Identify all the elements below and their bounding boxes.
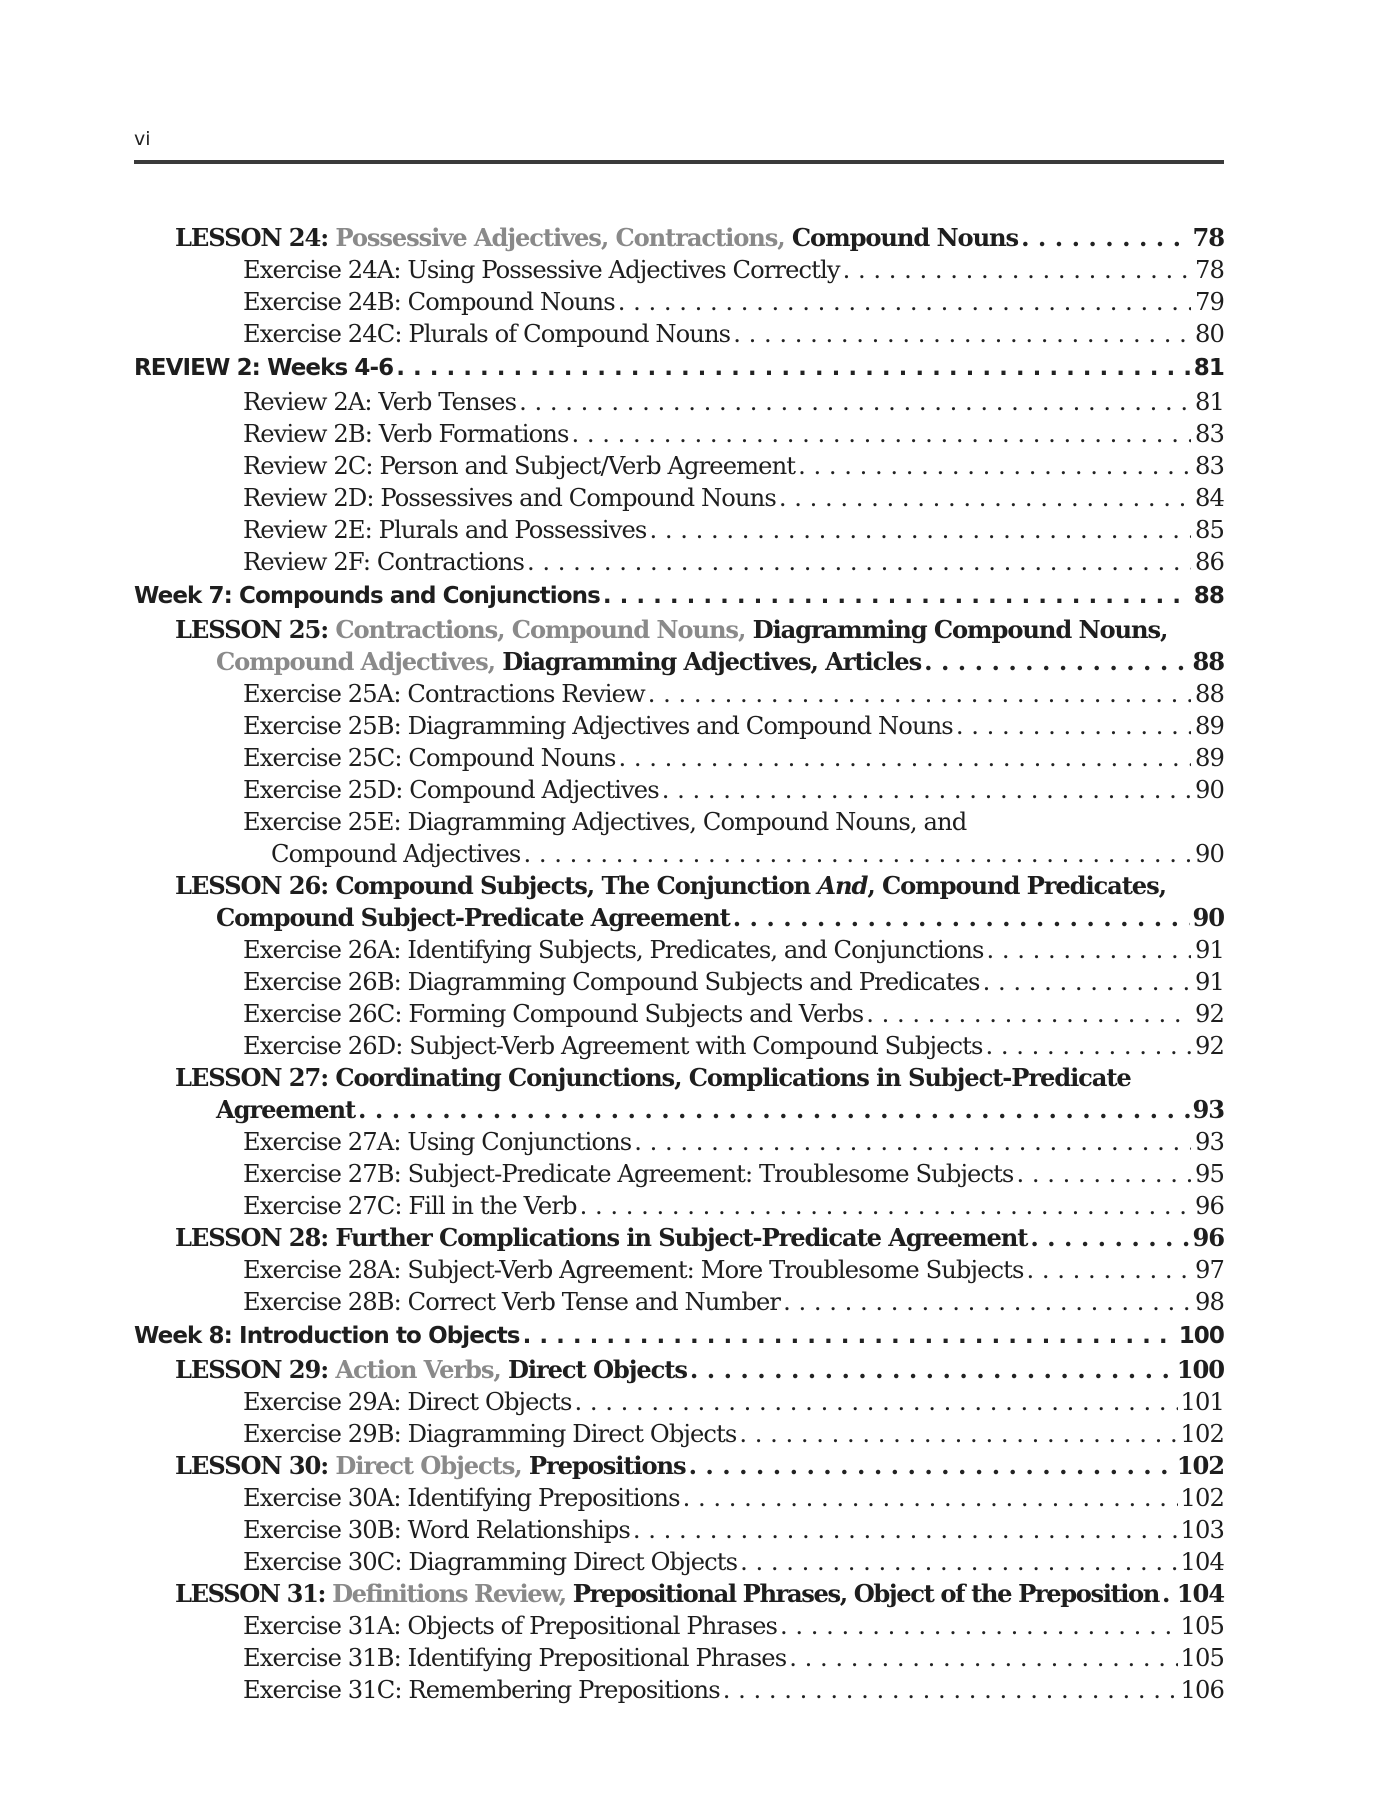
toc-entry-week-7[interactable] — [134, 578, 1224, 614]
entry-title: Exercise 26D: Subject-Verb Agreement with Compound Subjects — [243, 1032, 983, 1060]
dot-leader — [1030, 1222, 1189, 1254]
page-ref: 80 — [1195, 320, 1224, 348]
toc-entry-exercise-29a[interactable] — [134, 1386, 1224, 1418]
dot-leader — [740, 1546, 1177, 1578]
entry-title: Compound Adjectives — [271, 840, 521, 868]
page-ref: 97 — [1195, 1256, 1224, 1284]
dot-leader — [648, 678, 1191, 710]
page-ref: 91 — [1195, 936, 1224, 964]
dot-leader — [789, 1642, 1177, 1674]
page-ref: 92 — [1195, 1000, 1224, 1028]
dot-leader — [783, 1286, 1191, 1318]
page-ref: 96 — [1195, 1192, 1224, 1220]
dot-leader — [986, 1030, 1192, 1062]
toc-entry-exercise-31c[interactable] — [134, 1674, 1224, 1706]
lesson-title: Diagramming Adjectives, Articles — [502, 647, 922, 676]
page-ref: 78 — [1195, 256, 1224, 284]
entry-title: Exercise 24A: Using Possessive Adjectives Correctly — [243, 256, 840, 284]
page-ref: 100 — [1178, 1323, 1224, 1349]
dot-leader — [723, 1674, 1178, 1706]
dot-leader — [956, 710, 1191, 742]
lesson-title: , Compound Predicates, — [867, 871, 1166, 900]
page-ref: 93 — [1192, 1095, 1224, 1124]
page-ref: 89 — [1195, 744, 1224, 772]
toc-entry-exercise-31a[interactable] — [134, 1610, 1224, 1642]
toc-entry-review-2e[interactable] — [134, 514, 1224, 546]
toc-entry-lesson-31[interactable] — [134, 1578, 1224, 1610]
toc-entry-exercise-26c[interactable] — [134, 998, 1224, 1030]
dot-leader — [580, 1190, 1191, 1222]
dot-leader — [358, 1094, 1189, 1126]
toc-entry-exercise-30b[interactable] — [134, 1514, 1224, 1546]
dot-leader — [618, 286, 1191, 318]
toc-entry-exercise-29b[interactable] — [134, 1418, 1224, 1450]
entry-title: Review 2B: Verb Formations — [243, 420, 569, 448]
dot-leader — [523, 838, 1191, 870]
dot-leader — [780, 1610, 1178, 1642]
entry-title: Exercise 25A: Contractions Review — [243, 680, 645, 708]
dot-leader — [1016, 1158, 1191, 1190]
entry-title: Exercise 27A: Using Conjunctions — [243, 1128, 632, 1156]
entry-title: Review 2E: Plurals and Possessives — [243, 516, 647, 544]
toc-entry-exercise-25e-line1[interactable] — [134, 806, 1224, 838]
page-ref: 86 — [1195, 548, 1224, 576]
lesson-title: Compound Nouns — [791, 223, 1019, 252]
lesson-title: LESSON 27: Coordinating Conjunctions, Complications in Subject-Predicate — [175, 1063, 1131, 1092]
dot-leader — [739, 1418, 1177, 1450]
dot-leader — [1162, 1578, 1174, 1610]
entry-title: REVIEW 2: Weeks 4-6 — [134, 355, 394, 381]
entry-title: Exercise 26B: Diagramming Compound Subjects and Predicates — [243, 968, 980, 996]
dot-leader — [1027, 1254, 1192, 1286]
lesson-title: Diagramming Compound Nouns, — [752, 615, 1168, 644]
entry-title: Exercise 27C: Fill in the Verb — [243, 1192, 577, 1220]
entry-title: Exercise 25E: Diagramming Adjectives, Compound Nouns, and — [243, 808, 967, 836]
toc-entry-exercise-24c[interactable] — [134, 318, 1224, 350]
lesson-label: LESSON 25: — [175, 615, 329, 644]
entry-title: Exercise 28B: Correct Verb Tense and Number — [243, 1288, 781, 1316]
entry-title: Exercise 26A: Identifying Subjects, Predicates, and Conjunctions — [243, 936, 984, 964]
page-number: vi — [134, 128, 151, 150]
dot-leader — [798, 450, 1191, 482]
dot-leader — [924, 646, 1189, 678]
dot-leader — [634, 1126, 1191, 1158]
page-ref: 78 — [1192, 223, 1224, 252]
dot-leader — [603, 578, 1191, 614]
lesson-title: Prepositional Phrases, Object of the Preposition — [572, 1579, 1159, 1608]
entry-title: Exercise 25D: Compound Adjectives — [243, 776, 659, 804]
dot-leader — [866, 998, 1191, 1030]
page-ref: 90 — [1195, 776, 1224, 804]
toc-entry-exercise-26d[interactable] — [134, 1030, 1224, 1062]
page-ref: 81 — [1195, 388, 1224, 416]
entry-title: Exercise 31C: Remembering Prepositions — [243, 1676, 720, 1704]
toc-entry-exercise-25d[interactable] — [134, 774, 1224, 806]
toc-entry-lesson-28[interactable] — [134, 1222, 1224, 1254]
lesson-label: LESSON 31: — [175, 1579, 326, 1608]
toc-entry-lesson-26-line1[interactable] — [134, 870, 1224, 902]
dot-leader — [575, 1386, 1178, 1418]
review-topics: Direct Objects, — [335, 1451, 522, 1480]
toc-entry-review-2b[interactable] — [134, 418, 1224, 450]
entry-title: Exercise 29B: Diagramming Direct Objects — [243, 1420, 737, 1448]
toc-entry-review-2[interactable] — [134, 350, 1224, 386]
lesson-title: LESSON 26: Compound Subjects, The Conjunction — [175, 871, 811, 900]
dot-leader — [689, 1450, 1174, 1482]
dot-leader — [633, 1514, 1178, 1546]
lesson-title: Direct Objects — [508, 1355, 687, 1384]
page-ref: 91 — [1195, 968, 1224, 996]
entry-title: Review 2F: Contractions — [243, 548, 524, 576]
toc-entry-exercise-25c[interactable] — [134, 742, 1224, 774]
review-topics: Contractions, Compound Nouns, — [335, 615, 746, 644]
dot-leader — [733, 318, 1191, 350]
page-ref: 81 — [1193, 355, 1224, 381]
lesson-title: Compound Subject-Predicate Agreement — [216, 903, 730, 932]
review-topics: Definitions Review, — [332, 1579, 566, 1608]
entry-title: Review 2C: Person and Subject/Verb Agreement — [243, 452, 796, 480]
toc-entry-lesson-25-line2[interactable] — [134, 646, 1224, 678]
page-ref: 88 — [1192, 647, 1224, 676]
dot-leader — [618, 742, 1191, 774]
header-rule — [134, 160, 1224, 164]
entry-title: Exercise 24B: Compound Nouns — [243, 288, 615, 316]
page-ref: 104 — [1176, 1579, 1224, 1608]
page-ref: 104 — [1180, 1548, 1224, 1576]
toc-entry-exercise-28a[interactable] — [134, 1254, 1224, 1286]
page-ref: 93 — [1195, 1128, 1224, 1156]
toc-entry-review-2f[interactable] — [134, 546, 1224, 578]
dot-leader — [690, 1354, 1174, 1386]
toc-entry-exercise-24a[interactable] — [134, 254, 1224, 286]
page-ref: 92 — [1195, 1032, 1224, 1060]
entry-title: Exercise 30A: Identifying Prepositions — [243, 1484, 680, 1512]
toc-entry-week-8[interactable] — [134, 1318, 1224, 1354]
toc-entry-exercise-27a[interactable] — [134, 1126, 1224, 1158]
page-ref: 90 — [1195, 840, 1224, 868]
lesson-title: LESSON 28: Further Complications in Subject-Predicate Agreement — [175, 1223, 1028, 1252]
lesson-title: Prepositions — [528, 1451, 686, 1480]
dot-leader — [983, 966, 1191, 998]
dot-leader — [649, 514, 1191, 546]
toc-entry-lesson-30[interactable] — [134, 1450, 1224, 1482]
page-ref: 79 — [1195, 288, 1224, 316]
entry-title: Week 7: Compounds and Conjunctions — [134, 583, 600, 609]
dot-leader — [396, 350, 1191, 386]
review-topics: Compound Adjectives, — [216, 647, 495, 676]
toc-entry-lesson-26-line2[interactable] — [134, 902, 1224, 934]
page-ref: 95 — [1195, 1160, 1224, 1188]
entry-title: Exercise 25B: Diagramming Adjectives and Compound Nouns — [243, 712, 953, 740]
page-ref: 102 — [1180, 1484, 1224, 1512]
lesson-label: LESSON 30: — [175, 1451, 329, 1480]
page-ref: 102 — [1180, 1420, 1224, 1448]
review-topics: Action Verbs, — [335, 1355, 501, 1384]
toc-entry-exercise-25a[interactable] — [134, 678, 1224, 710]
page-ref: 105 — [1180, 1644, 1224, 1672]
table-of-contents — [134, 222, 1224, 1706]
page-ref: 88 — [1195, 680, 1224, 708]
toc-entry-lesson-25-line1[interactable] — [134, 614, 1224, 646]
page-ref: 85 — [1195, 516, 1224, 544]
page-ref: 83 — [1195, 452, 1224, 480]
dot-leader — [987, 934, 1191, 966]
entry-title: Week 8: Introduction to Objects — [134, 1323, 520, 1349]
entry-title: Review 2A: Verb Tenses — [243, 388, 517, 416]
page-ref: 101 — [1180, 1388, 1224, 1416]
page-ref: 84 — [1195, 484, 1224, 512]
toc-entry-review-2c[interactable] — [134, 450, 1224, 482]
entry-title: Exercise 30C: Diagramming Direct Objects — [243, 1548, 738, 1576]
page-ref: 88 — [1193, 583, 1224, 609]
toc-entry-exercise-25e-line2[interactable] — [134, 838, 1224, 870]
entry-title: Exercise 26C: Forming Compound Subjects and Verbs — [243, 1000, 864, 1028]
review-topics: Possessive Adjectives, Contractions, — [335, 223, 785, 252]
entry-title: Exercise 31B: Identifying Prepositional Phrases — [243, 1644, 787, 1672]
dot-leader — [843, 254, 1191, 286]
page-ref: 83 — [1195, 420, 1224, 448]
toc-entry-exercise-27c[interactable] — [134, 1190, 1224, 1222]
page-ref: 103 — [1180, 1516, 1224, 1544]
dot-leader — [523, 1318, 1176, 1354]
toc-entry-review-2d[interactable] — [134, 482, 1224, 514]
toc-entry-exercise-26a[interactable] — [134, 934, 1224, 966]
entry-title: Review 2D: Possessives and Compound Nouns — [243, 484, 776, 512]
page-ref: 105 — [1180, 1612, 1224, 1640]
page-ref: 100 — [1176, 1355, 1224, 1384]
toc-entry-exercise-31b[interactable] — [134, 1642, 1224, 1674]
toc-entry-lesson-27-line1[interactable] — [134, 1062, 1224, 1094]
lesson-label: LESSON 29: — [175, 1355, 329, 1384]
toc-entry-lesson-27-line2[interactable] — [134, 1094, 1224, 1126]
dot-leader — [683, 1482, 1178, 1514]
toc-entry-exercise-27b[interactable] — [134, 1158, 1224, 1190]
toc-entry-exercise-30c[interactable] — [134, 1546, 1224, 1578]
page-ref: 102 — [1176, 1451, 1224, 1480]
dot-leader — [779, 482, 1191, 514]
page-ref: 90 — [1192, 903, 1224, 932]
entry-title: Exercise 29A: Direct Objects — [243, 1388, 572, 1416]
toc-entry-exercise-30a[interactable] — [134, 1482, 1224, 1514]
entry-title: Exercise 25C: Compound Nouns — [243, 744, 616, 772]
entry-title: Exercise 30B: Word Relationships — [243, 1516, 630, 1544]
dot-leader — [733, 902, 1190, 934]
page-ref: 89 — [1195, 712, 1224, 740]
page-ref: 96 — [1192, 1223, 1224, 1252]
toc-entry-exercise-24b[interactable] — [134, 286, 1224, 318]
dot-leader — [519, 386, 1191, 418]
toc-entry-lesson-29[interactable] — [134, 1354, 1224, 1386]
toc-entry-exercise-26b[interactable] — [134, 966, 1224, 998]
page-ref: 106 — [1180, 1676, 1224, 1704]
lesson-title: Agreement — [216, 1095, 356, 1124]
entry-title: Exercise 31A: Objects of Prepositional Phrases — [243, 1612, 778, 1640]
entry-title: Exercise 28A: Subject-Verb Agreement: More Troublesome Subjects — [243, 1256, 1024, 1284]
dot-leader — [1021, 222, 1189, 254]
toc-entry-lesson-24[interactable] — [134, 222, 1224, 254]
dot-leader — [527, 546, 1191, 578]
dot-leader — [571, 418, 1191, 450]
lesson-title-italic: And — [817, 871, 868, 900]
toc-entry-exercise-28b[interactable] — [134, 1286, 1224, 1318]
entry-title: Exercise 24C: Plurals of Compound Nouns — [243, 320, 731, 348]
lesson-label: LESSON 24: — [175, 223, 329, 252]
entry-title: Exercise 27B: Subject-Predicate Agreement: Troublesome Subjects — [243, 1160, 1014, 1188]
page-ref: 98 — [1195, 1288, 1224, 1316]
dot-leader — [662, 774, 1191, 806]
toc-entry-exercise-25b[interactable] — [134, 710, 1224, 742]
toc-entry-review-2a[interactable] — [134, 386, 1224, 418]
